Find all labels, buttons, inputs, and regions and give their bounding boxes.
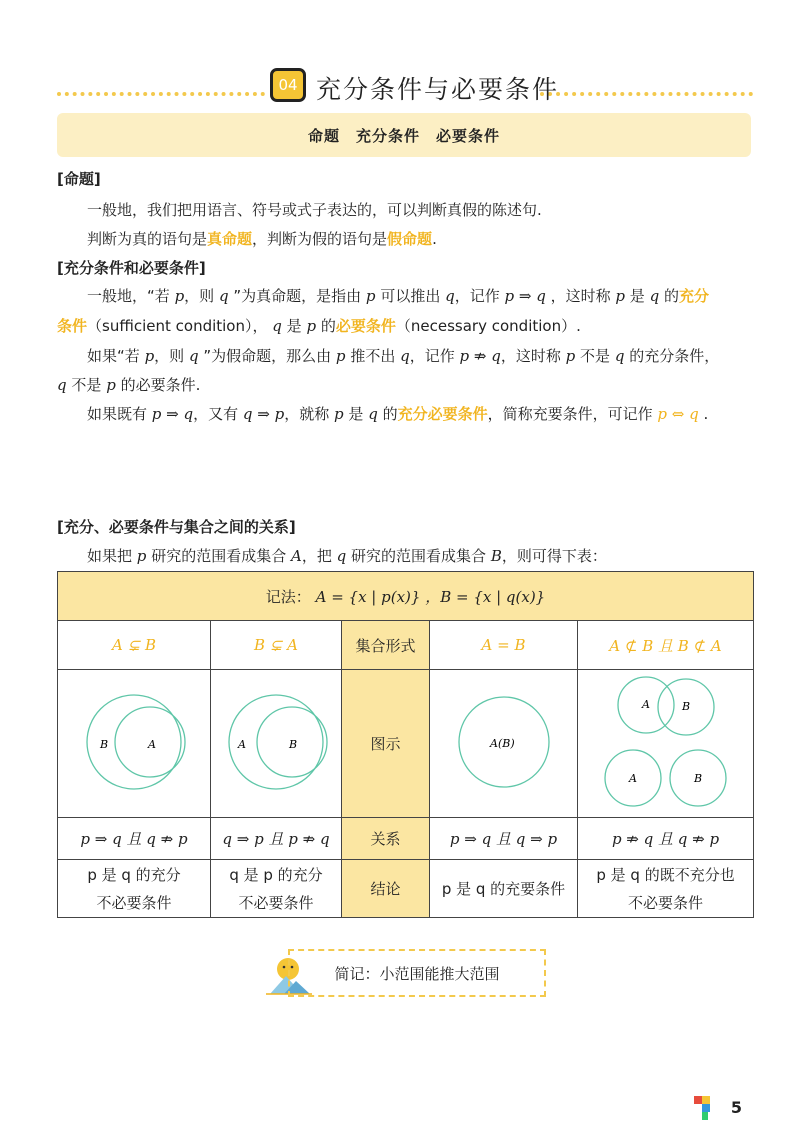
col-head-neither: A ⊄ B 且 B ⊄ A: [578, 621, 754, 670]
prop-line-2: 判断为真的语句是真命题，判断为假的语句是假命题.: [87, 230, 437, 248]
chapter-title: 充分条件与必要条件: [316, 75, 560, 104]
venn-diagram-b-in-a: [211, 670, 342, 813]
venn-label: A: [629, 772, 637, 785]
suff-line-5: 如果既有 p ⇒ q，又有 q ⇒ p，就称 p 是 q 的充分必要条件，简称充要条件，可记作 p ⇔ q .: [87, 405, 709, 423]
prop-line-1: 一般地，我们把用语言、符号或式子表达的，可以判断真假的陈述句.: [87, 201, 542, 219]
suff-line-4: q 不是 p 的必要条件.: [57, 376, 201, 394]
suff-line-2: 条件（sufficient condition）， q 是 p 的必要条件（necessary condition）.: [57, 317, 581, 335]
venn-label: A(B): [490, 737, 515, 750]
row-label-set-form: 集合形式: [342, 621, 430, 670]
section-heading-suff-nec: [充分条件和必要条件]: [57, 259, 206, 277]
notation-formula: A = {x | p(x)} ，B = {x | q(x)}: [315, 587, 546, 606]
diagram-a-in-b: [58, 670, 211, 818]
conclusion-cell-2: [211, 860, 342, 918]
relation-cell-2: q ⇒ p 且 p ⇏ q: [211, 818, 342, 860]
summary-note: 简记：小范围能推大范围: [288, 949, 546, 997]
diagram-a-equals-b: [430, 670, 578, 818]
venn-label: A: [238, 738, 246, 751]
diagram-b-in-a: [211, 670, 342, 818]
relation-cell-1: p ⇒ q 且 q ⇏ p: [58, 818, 211, 860]
relation-table: [57, 571, 754, 918]
col-head-a-equals-b: A = B: [430, 621, 578, 670]
section-heading-sets: [充分、必要条件与集合之间的关系]: [57, 518, 296, 536]
page-number: 5: [730, 1098, 742, 1117]
venn-label: B: [100, 738, 109, 751]
relation-cell-4: p ⇏ q 且 q ⇏ p: [578, 818, 754, 860]
col-head-b-subset-a: B ⊊ A: [211, 621, 342, 670]
venn-label: B: [694, 772, 703, 785]
conclusion-line: 不必要条件: [628, 893, 704, 912]
logo-icon: [692, 1092, 718, 1122]
notation-row: [58, 572, 754, 621]
conclusion-line: p 是 q 的既不充分也: [596, 865, 735, 884]
conclusion-line: q 是 p 的充分: [229, 865, 323, 884]
venn-label: B: [289, 738, 298, 751]
conclusion-cell-1: [58, 860, 211, 918]
col-head-a-subset-b: A ⊊ B: [58, 621, 211, 670]
conclusion-line: 不必要条件: [96, 893, 172, 912]
section-banner: 命题 充分条件 必要条件: [57, 113, 751, 157]
row-label-conclusion: 结论: [342, 860, 430, 918]
conclusion-cell-4: [578, 860, 754, 918]
title-dotted-line-right: [540, 92, 753, 96]
title-dotted-line-left: [57, 92, 265, 96]
suff-line-3: 如果“若 p，则 q ”为假命题，那么由 p 推不出 q，记作 p ⇏ q，这时称 p 不是 q 的充分条件，: [87, 347, 720, 365]
conclusion-cell-3: [430, 860, 578, 918]
row-label-relation: 关系: [342, 818, 430, 860]
venn-label: B: [682, 700, 691, 713]
sets-intro-line: 如果把 p 研究的范围看成集合 A，把 q 研究的范围看成集合 B，则可得下表：: [87, 547, 607, 565]
conclusion-line: 不必要条件: [238, 893, 314, 912]
diagram-neither: [578, 670, 754, 818]
notation-label: 记法：: [265, 587, 311, 606]
venn-diagram-neither: [578, 670, 754, 813]
section-heading-proposition: [命题]: [57, 170, 101, 188]
venn-label: A: [642, 698, 650, 711]
conclusion-line: p 是 q 的充分: [87, 865, 181, 884]
chapter-badge: 04: [270, 68, 306, 102]
venn-diagram-a-in-b: [58, 670, 211, 813]
conclusion-line: p 是 q 的充要条件: [441, 880, 566, 898]
row-label-diagram: 图示: [342, 670, 430, 818]
suff-line-1: 一般地，“若 p，则 q ”为真命题，是指由 p 可以推出 q，记作 p ⇒ q ，这时称 p 是 q 的充分: [87, 287, 710, 305]
venn-label: A: [148, 738, 156, 751]
venn-diagram-equal: [430, 670, 578, 813]
relation-cell-3: p ⇒ q 且 q ⇒ p: [430, 818, 578, 860]
